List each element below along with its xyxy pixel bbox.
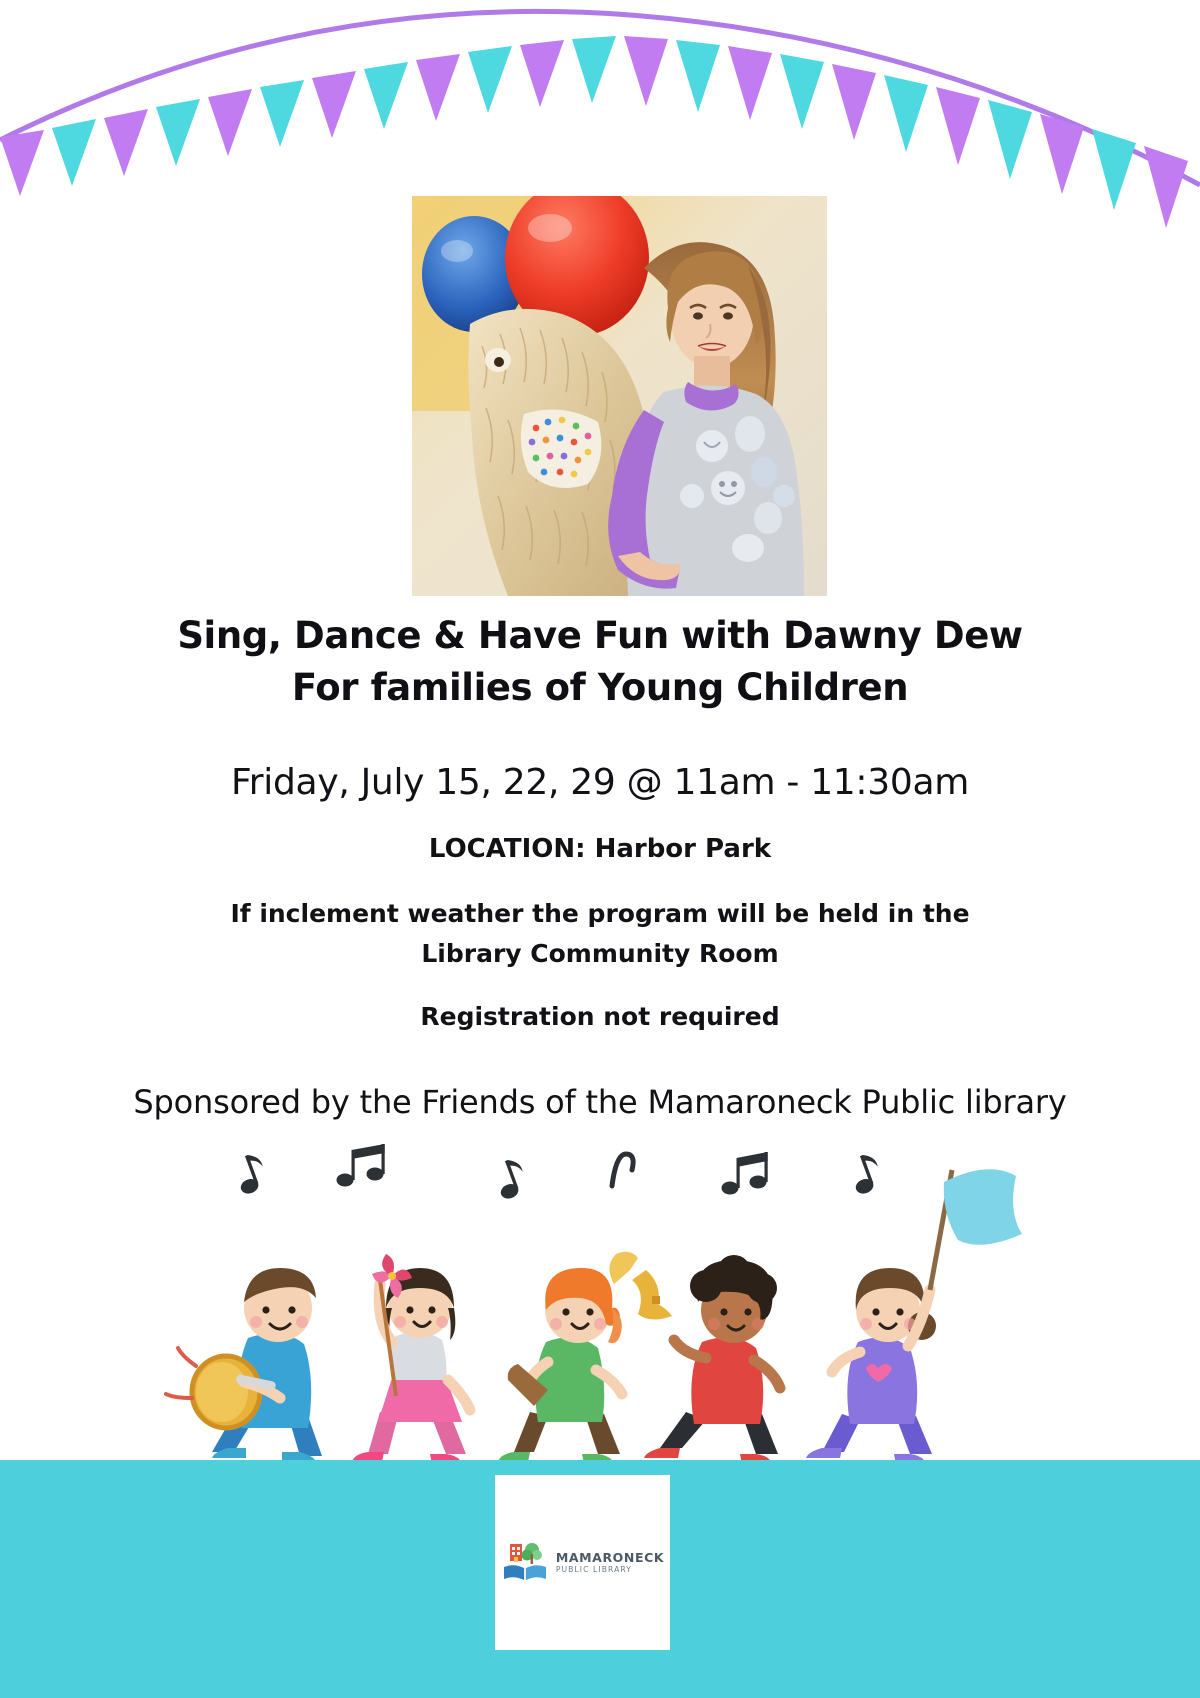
library-book-tree-logo [501, 1541, 549, 1585]
sponsor-note: Sponsored by the Friends of the Mamaroneck Public library [133, 1083, 1067, 1121]
child-drummer [166, 1268, 322, 1460]
registration-note: Registration not required [420, 1002, 780, 1031]
inclement-weather-note [150, 894, 1050, 974]
headline-line-2: For families of Young Children [291, 666, 909, 709]
poster-text-block [0, 610, 1200, 1121]
headline-line-1: Sing, Dance & Have Fun with Dawny Dew [177, 614, 1023, 657]
page-title [110, 610, 1090, 714]
event-location: LOCATION: Harbor Park [428, 834, 772, 864]
child-pinwheel [352, 1254, 470, 1460]
children-marching-band-illustration [0, 1130, 1200, 1460]
child-green-shirt [498, 1268, 622, 1460]
weather-line-2: Library Community Room [421, 939, 779, 968]
weather-line-1: If inclement weather the program will be held in the [230, 899, 970, 928]
presenter-with-puppet-photo [412, 196, 827, 596]
logo-name-line-1: MAMARONECK [555, 1549, 665, 1565]
event-datetime: Friday, July 15, 22, 29 @ 11am - 11:30am [231, 762, 969, 803]
logo-name-line-2: PUBLIC LIBRARY [555, 1565, 633, 1575]
library-logo-card [495, 1475, 670, 1650]
child-trumpeter [609, 1252, 780, 1460]
child-flag-bearer [806, 1169, 1022, 1460]
